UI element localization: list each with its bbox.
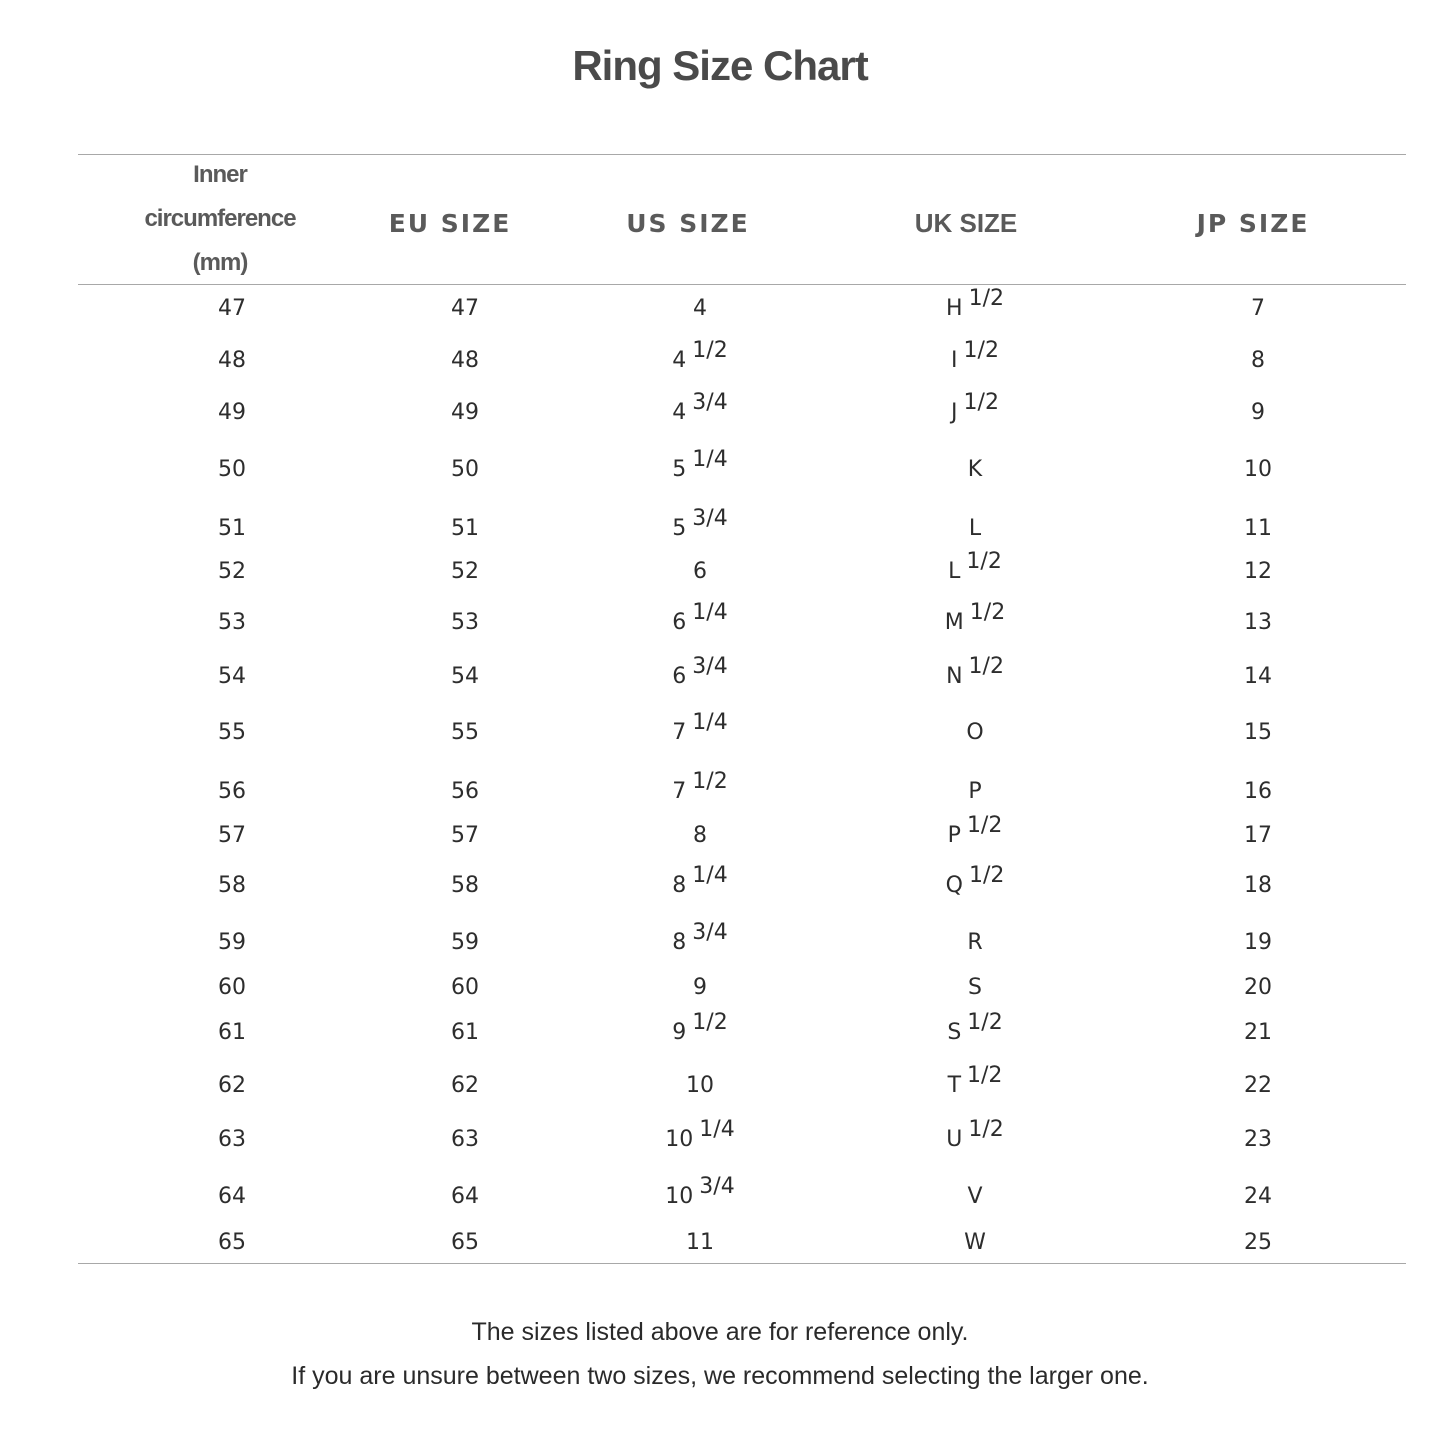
eu-cell-value: 59 [451, 930, 479, 955]
jp-cell [1244, 781, 1272, 803]
mm-cell-value: 59 [218, 930, 246, 955]
jp-cell-value: 9 [1251, 400, 1265, 425]
mm-cell-value: 54 [218, 664, 246, 689]
mm-cell-value: 58 [218, 873, 246, 898]
us-cell [672, 338, 728, 373]
eu-cell-value: 60 [451, 975, 479, 1000]
us-cell [693, 977, 707, 999]
us-cell [672, 920, 728, 955]
uk-cell-value: I [951, 348, 958, 373]
table-bottom-rule [78, 1263, 1406, 1264]
jp-cell [1244, 612, 1272, 634]
mm-cell [218, 666, 246, 688]
eu-cell [451, 722, 479, 744]
mm-cell-value: 53 [218, 610, 246, 635]
us-cell [665, 1174, 735, 1209]
jp-cell [1251, 402, 1265, 424]
eu-cell [451, 402, 479, 424]
jp-cell-value: 14 [1244, 664, 1272, 689]
mm-cell-value: 48 [218, 348, 246, 373]
us-cell-value: 8 [672, 930, 687, 955]
us-cell [693, 298, 707, 320]
jp-cell [1244, 1075, 1272, 1097]
us-cell [686, 1232, 714, 1254]
eu-cell [451, 825, 479, 847]
uk-cell-fraction: 1/2 [963, 338, 999, 363]
jp-cell-value: 15 [1244, 720, 1272, 745]
uk-cell-value: S [947, 1020, 962, 1045]
mm-cell [218, 1232, 246, 1254]
jp-cell-value: 21 [1244, 1020, 1272, 1045]
eu-cell-value: 54 [451, 664, 479, 689]
uk-cell-fraction: 1/2 [963, 390, 999, 415]
uk-cell [948, 549, 1002, 584]
us-cell-fraction: 1/4 [699, 1117, 735, 1142]
jp-cell-value: 11 [1244, 516, 1272, 541]
us-cell [672, 447, 728, 482]
mm-cell [218, 518, 246, 540]
eu-cell [451, 781, 479, 803]
mm-cell [218, 459, 246, 481]
us-cell-value: 10 [665, 1184, 694, 1209]
us-cell-value: 10 [686, 1073, 714, 1098]
eu-cell [451, 1075, 479, 1097]
us-cell-fraction: 1/4 [692, 447, 728, 472]
mm-cell-value: 47 [218, 296, 246, 321]
jp-cell [1244, 1022, 1272, 1044]
jp-cell-value: 22 [1244, 1073, 1272, 1098]
mm-cell [218, 825, 246, 847]
us-cell-value: 4 [672, 400, 687, 425]
header-jp-size: JP SIZE [1196, 208, 1310, 238]
jp-cell-value: 7 [1251, 296, 1265, 321]
mm-cell [218, 298, 246, 320]
uk-cell [947, 1010, 1003, 1045]
mm-cell [218, 932, 246, 954]
us-cell [693, 561, 707, 583]
jp-cell [1244, 932, 1272, 954]
us-cell [672, 654, 728, 689]
eu-cell-value: 56 [451, 779, 479, 804]
uk-cell-fraction: 1/2 [968, 286, 1004, 311]
mm-cell-value: 61 [218, 1020, 246, 1045]
mm-cell [218, 561, 246, 583]
mm-cell-value: 63 [218, 1127, 246, 1152]
us-cell [672, 390, 728, 425]
jp-cell [1251, 350, 1265, 372]
mm-cell [218, 350, 246, 372]
uk-cell-value: P [947, 823, 961, 848]
us-cell-value: 6 [672, 664, 687, 689]
uk-cell-value: L [948, 559, 961, 584]
us-cell-value: 5 [672, 516, 687, 541]
us-cell [665, 1117, 735, 1152]
uk-cell-fraction: 1/2 [969, 600, 1006, 625]
uk-cell-value: J [951, 400, 958, 425]
us-cell-fraction: 1/2 [692, 769, 728, 794]
uk-cell-value: V [967, 1184, 983, 1209]
us-cell-value: 10 [665, 1127, 694, 1152]
jp-cell-value: 16 [1244, 779, 1272, 804]
eu-cell [451, 518, 479, 540]
eu-cell-value: 62 [451, 1073, 479, 1098]
eu-cell-value: 55 [451, 720, 479, 745]
uk-cell [946, 286, 1004, 321]
us-cell-value: 6 [672, 610, 687, 635]
us-cell-fraction: 3/4 [692, 390, 728, 415]
uk-cell-value: M [944, 610, 964, 635]
us-cell [672, 600, 728, 635]
uk-cell [968, 977, 982, 999]
mm-cell [218, 722, 246, 744]
jp-cell [1244, 825, 1272, 847]
uk-cell-value: T [947, 1073, 962, 1098]
mm-cell [218, 402, 246, 424]
uk-cell [968, 459, 982, 481]
eu-cell-value: 49 [451, 400, 479, 425]
us-cell-value: 7 [672, 779, 687, 804]
mm-cell-value: 51 [218, 516, 246, 541]
uk-cell-fraction: 1/2 [968, 863, 1005, 888]
us-cell-value: 8 [672, 873, 687, 898]
us-cell-value: 9 [672, 1020, 687, 1045]
us-cell-fraction: 1/4 [692, 863, 728, 888]
header-eu-size: EU SIZE [388, 208, 512, 238]
jp-cell-value: 13 [1244, 610, 1272, 635]
header-inner-line1: Inner [193, 161, 247, 188]
us-cell-value: 6 [693, 559, 707, 584]
uk-cell-value: L [968, 516, 982, 541]
mm-cell-value: 65 [218, 1230, 246, 1255]
us-cell-value: 9 [693, 975, 707, 1000]
mm-cell-value: 49 [218, 400, 246, 425]
eu-cell [451, 350, 479, 372]
eu-cell-value: 50 [451, 457, 479, 482]
header-inner-line3: (mm) [192, 249, 248, 276]
jp-cell-value: 17 [1244, 823, 1272, 848]
uk-cell [969, 518, 981, 540]
uk-cell [967, 932, 982, 954]
us-cell-fraction: 1/2 [692, 1010, 728, 1035]
uk-cell-fraction: 1/2 [968, 654, 1004, 679]
jp-cell [1244, 666, 1272, 688]
uk-cell-value: S [968, 975, 982, 1000]
uk-cell-value: K [967, 457, 983, 482]
jp-cell [1244, 722, 1272, 744]
us-cell [672, 710, 728, 745]
uk-cell [947, 1063, 1003, 1098]
us-cell-value: 8 [693, 823, 707, 848]
us-cell [693, 825, 707, 847]
uk-cell [951, 390, 999, 425]
us-cell-value: 11 [686, 1230, 714, 1255]
mm-cell-value: 64 [218, 1184, 246, 1209]
eu-cell-value: 51 [451, 516, 479, 541]
jp-cell-value: 20 [1244, 975, 1272, 1000]
eu-cell [451, 561, 479, 583]
page-title: Ring Size Chart [572, 42, 868, 89]
uk-cell-fraction: 1/2 [967, 1063, 1003, 1088]
mm-cell [218, 977, 246, 999]
eu-cell [451, 1232, 479, 1254]
eu-cell-value: 61 [451, 1020, 479, 1045]
header-inner-circumference [110, 154, 330, 284]
mm-cell [218, 612, 246, 634]
uk-cell-value: Q [945, 873, 963, 898]
us-cell-value: 4 [693, 296, 707, 321]
reference-note: The sizes listed above are for reference only. [471, 1318, 969, 1346]
mm-cell-value: 50 [218, 457, 246, 482]
jp-cell-value: 23 [1244, 1127, 1272, 1152]
eu-cell [451, 298, 479, 320]
table-header-rule [78, 284, 1406, 285]
us-cell [672, 506, 728, 541]
mm-cell-value: 52 [218, 559, 246, 584]
mm-cell [218, 1129, 246, 1151]
eu-cell [451, 666, 479, 688]
us-cell-fraction: 1/2 [692, 338, 728, 363]
us-cell [686, 1075, 714, 1097]
eu-cell [451, 977, 479, 999]
eu-cell-value: 48 [451, 348, 479, 373]
mm-cell [218, 1075, 246, 1097]
mm-cell-value: 57 [218, 823, 246, 848]
us-cell-fraction: 3/4 [692, 506, 728, 531]
jp-cell [1244, 1129, 1272, 1151]
mm-cell [218, 781, 246, 803]
uk-cell-value: N [946, 664, 963, 689]
jp-cell-value: 24 [1244, 1184, 1272, 1209]
uk-cell-fraction: 1/2 [968, 1117, 1004, 1142]
uk-cell-value: H [946, 296, 963, 321]
recommendation-note: If you are unsure between two sizes, we recommend selecting the larger one. [291, 1362, 1149, 1390]
uk-cell [964, 1232, 986, 1254]
eu-cell-value: 64 [451, 1184, 479, 1209]
mm-cell-value: 56 [218, 779, 246, 804]
jp-cell-value: 12 [1244, 559, 1272, 584]
eu-cell-value: 57 [451, 823, 479, 848]
uk-cell [946, 654, 1004, 689]
eu-cell [451, 1186, 479, 1208]
header-uk-size: UK SIZE [914, 207, 1018, 238]
uk-cell [945, 863, 1005, 898]
us-cell-value: 4 [672, 348, 687, 373]
jp-cell-value: 18 [1244, 873, 1272, 898]
us-cell-fraction: 1/4 [692, 600, 728, 625]
eu-cell-value: 65 [451, 1230, 479, 1255]
us-cell-fraction: 3/4 [699, 1174, 735, 1199]
eu-cell-value: 47 [451, 296, 479, 321]
uk-cell [968, 781, 981, 803]
jp-cell [1244, 875, 1272, 897]
uk-cell-value: R [967, 930, 983, 955]
uk-cell [951, 338, 999, 373]
header-us-size: US SIZE [626, 208, 750, 238]
uk-cell-fraction: 1/2 [966, 813, 1003, 838]
us-cell-fraction: 1/4 [692, 710, 728, 735]
uk-cell [946, 1117, 1004, 1152]
us-cell [672, 863, 728, 898]
us-cell-fraction: 3/4 [692, 654, 728, 679]
eu-cell-value: 58 [451, 873, 479, 898]
mm-cell [218, 1022, 246, 1044]
jp-cell-value: 10 [1244, 457, 1272, 482]
eu-cell-value: 53 [451, 610, 479, 635]
eu-cell [451, 1022, 479, 1044]
jp-cell [1244, 459, 1272, 481]
uk-cell-fraction: 1/2 [967, 1010, 1003, 1035]
eu-cell-value: 63 [451, 1127, 479, 1152]
us-cell [672, 1010, 728, 1045]
eu-cell [451, 612, 479, 634]
us-cell-value: 7 [672, 720, 687, 745]
uk-cell [947, 813, 1003, 848]
jp-cell [1244, 1232, 1272, 1254]
jp-cell [1244, 1186, 1272, 1208]
header-inner-line2: circumference [144, 205, 296, 232]
uk-cell [944, 600, 1006, 635]
eu-cell-value: 52 [451, 559, 479, 584]
jp-cell [1244, 561, 1272, 583]
jp-cell [1251, 298, 1265, 320]
uk-cell-value: W [964, 1230, 986, 1255]
eu-cell [451, 1129, 479, 1151]
uk-cell [967, 1186, 982, 1208]
jp-cell-value: 19 [1244, 930, 1272, 955]
eu-cell [451, 875, 479, 897]
uk-cell-fraction: 1/2 [966, 549, 1002, 574]
uk-cell-value: O [966, 720, 984, 745]
us-cell [672, 769, 728, 804]
us-cell-value: 5 [672, 457, 687, 482]
jp-cell [1244, 977, 1272, 999]
mm-cell-value: 60 [218, 975, 246, 1000]
mm-cell-value: 55 [218, 720, 246, 745]
mm-cell-value: 62 [218, 1073, 246, 1098]
eu-cell [451, 932, 479, 954]
mm-cell [218, 1186, 246, 1208]
uk-cell [966, 722, 983, 744]
eu-cell [451, 459, 479, 481]
mm-cell [218, 875, 246, 897]
jp-cell-value: 25 [1244, 1230, 1272, 1255]
us-cell-fraction: 3/4 [692, 920, 728, 945]
uk-cell-value: U [946, 1127, 963, 1152]
uk-cell-value: P [968, 779, 982, 804]
jp-cell-value: 8 [1251, 348, 1265, 373]
jp-cell [1244, 518, 1272, 540]
